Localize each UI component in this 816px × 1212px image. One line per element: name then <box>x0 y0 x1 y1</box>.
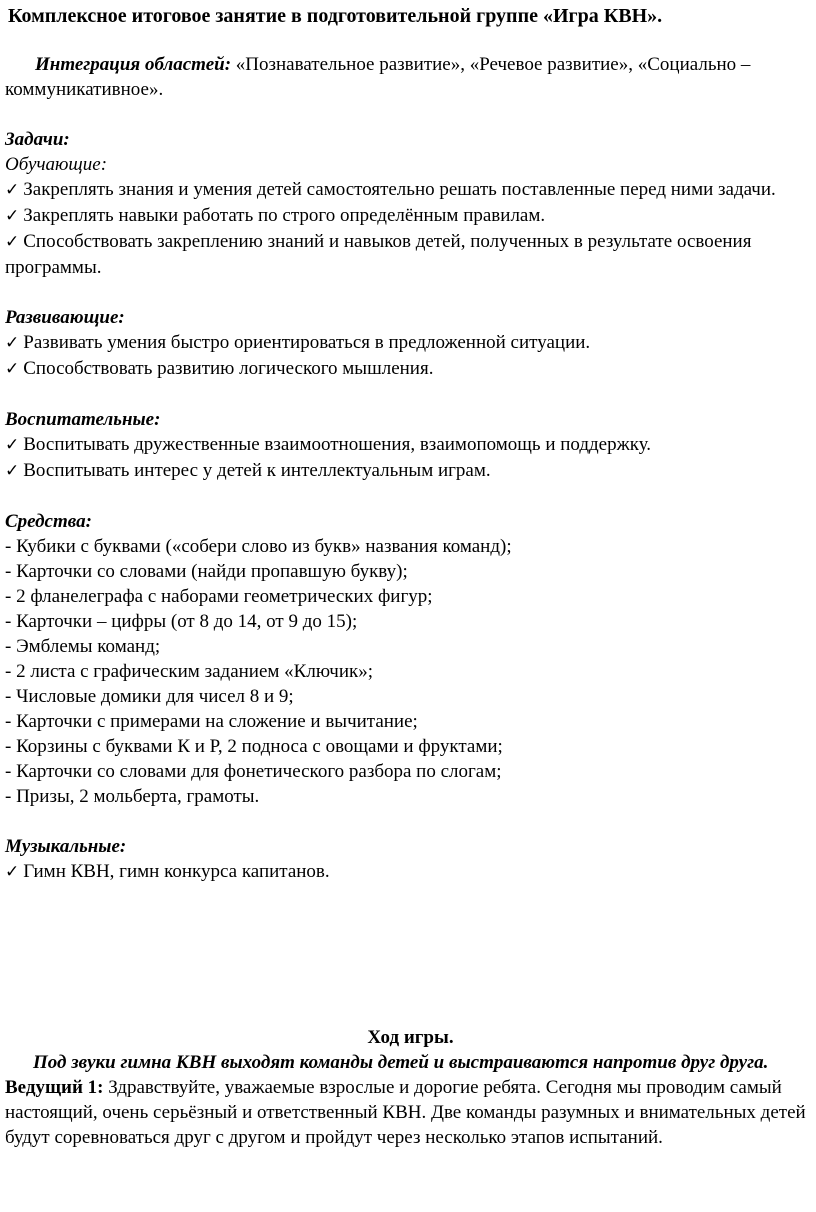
means-item: - 2 фланелеграфа с наборами геометрических фигур; <box>5 586 433 607</box>
tasks-section <box>5 127 816 280</box>
check-icon: ✓ <box>5 461 20 481</box>
check-icon: ✓ <box>5 359 20 379</box>
developing-heading: Развивающие: <box>5 307 125 328</box>
check-icon: ✓ <box>5 862 20 882</box>
developing-section <box>5 305 816 382</box>
music-section <box>5 834 816 885</box>
check-icon: ✓ <box>5 232 20 252</box>
means-item: - Призы, 2 мольберта, грамоты. <box>5 786 260 807</box>
teaching-item: ✓ Закреплять навыки работать по строго определённым правилам. <box>5 205 546 226</box>
check-icon: ✓ <box>5 333 20 353</box>
means-item: - Карточки – цифры (от 8 до 14, от 9 до 15); <box>5 611 358 632</box>
means-item: - Карточки со словами для фонетического разбора по слогам; <box>5 761 502 782</box>
game-section <box>5 1025 816 1150</box>
game-heading: Ход игры. <box>367 1027 454 1048</box>
host-text: Здравствуйте, уважаемые взрослые и дорогие ребята. Сегодня мы проводим самый настоящий, очень серьёзный и ответственный КВН. Две команды разумных и внимательных детей будут соревноваться друг с другом и пройдут через несколько этапов испытаний. <box>5 1077 806 1148</box>
educational-section <box>5 407 816 484</box>
tasks-heading: Задачи: <box>5 129 70 150</box>
means-heading: Средства: <box>5 511 92 532</box>
document-title: Комплексное итоговое занятие в подготовительной группе «Игра КВН». <box>8 5 663 27</box>
integration-text: «Познавательное развитие», «Речевое развитие», «Социально – коммуникативное». <box>5 54 751 100</box>
blank-space <box>5 885 816 1025</box>
integration-label: Интеграция областей: <box>35 54 232 75</box>
means-item: - Числовые домики для чисел 8 и 9; <box>5 686 294 707</box>
check-icon: ✓ <box>5 435 20 455</box>
music-item: ✓ Гимн КВН, гимн конкурса капитанов. <box>5 861 330 882</box>
developing-item: ✓ Способствовать развитию логического мышления. <box>5 358 434 379</box>
teaching-heading: Обучающие: <box>5 154 108 175</box>
game-intro: Под звуки гимна КВН выходят команды детей и выстраиваются напротив друг друга. <box>33 1052 769 1073</box>
means-item: - Карточки со словами (найди пропавшую букву); <box>5 561 408 582</box>
integration-paragraph <box>5 52 816 102</box>
educational-item: ✓ Воспитывать интерес у детей к интеллектуальным играм. <box>5 460 491 481</box>
means-item: - Кубики с буквами («собери слово из букв» названия команд); <box>5 536 512 557</box>
means-item: - Эмблемы команд; <box>5 636 161 657</box>
check-icon: ✓ <box>5 180 20 200</box>
means-section <box>5 509 816 809</box>
host-paragraph <box>5 1075 816 1150</box>
developing-item: ✓ Развивать умения быстро ориентироваться в предложенной ситуации. <box>5 332 591 353</box>
educational-heading: Воспитательные: <box>5 409 161 430</box>
means-item: - 2 листа с графическим заданием «Ключик»; <box>5 661 374 682</box>
educational-item: ✓ Воспитывать дружественные взаимоотношения, взаимопомощь и поддержку. <box>5 434 652 455</box>
means-item: - Карточки с примерами на сложение и вычитание; <box>5 711 418 732</box>
check-icon: ✓ <box>5 206 20 226</box>
means-item: - Корзины с буквами К и Р, 2 подноса с овощами и фруктами; <box>5 736 503 757</box>
teaching-item: ✓ Способствовать закреплению знаний и навыков детей, полученных в результате освоения программы. <box>5 231 752 278</box>
music-heading: Музыкальные: <box>5 836 127 857</box>
teaching-item: ✓ Закреплять знания и умения детей самостоятельно решать поставленные перед ними задачи. <box>5 179 776 200</box>
host-label: Ведущий 1: <box>5 1077 104 1098</box>
